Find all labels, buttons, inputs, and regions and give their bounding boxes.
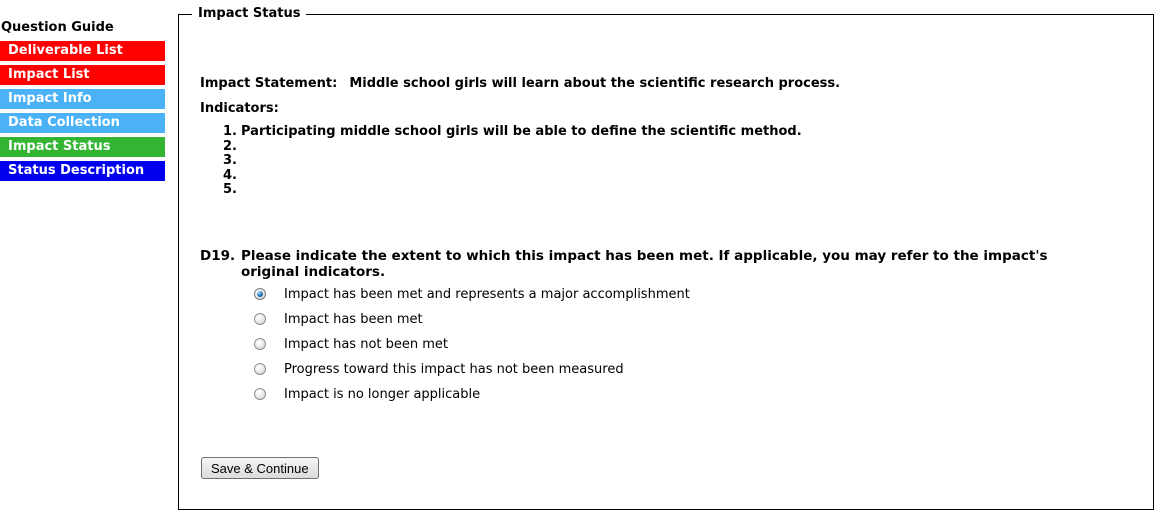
indicator-list: [223, 125, 802, 198]
indicator-number: 5.: [223, 182, 237, 198]
indicator-item: [223, 125, 802, 140]
option-label: Progress toward this impact has not been measured: [284, 362, 624, 377]
indicator-item: [223, 154, 802, 169]
impact-status-panel: [178, 6, 1154, 510]
indicator-item: [223, 183, 802, 198]
impact-statement-row: [200, 76, 840, 91]
sidebar-title: Question Guide: [1, 20, 114, 35]
option-row: [254, 338, 690, 363]
radio-button-not-measured[interactable]: [254, 363, 266, 375]
indicator-item: [223, 169, 802, 184]
sidebar-item-data-collection[interactable]: Data Collection: [0, 113, 165, 133]
sidebar-item-status-description[interactable]: Status Description: [0, 161, 165, 181]
option-label: Impact is no longer applicable: [284, 387, 481, 402]
option-row: [254, 363, 690, 388]
impact-status-options: [254, 288, 690, 413]
option-label: Impact has not been met: [284, 337, 449, 352]
question-guide-sidebar: [0, 20, 165, 185]
option-row: [254, 288, 690, 313]
panel-legend: Impact Status: [192, 6, 306, 21]
indicator-number: 4.: [223, 167, 237, 183]
impact-statement-label: Impact Statement:: [200, 76, 338, 91]
radio-button-no-longer-applicable[interactable]: [254, 388, 266, 400]
radio-button-met[interactable]: [254, 313, 266, 325]
sidebar-item-impact-list[interactable]: Impact List: [0, 65, 165, 85]
save-and-continue-button[interactable]: Save & Continue: [201, 457, 319, 479]
radio-button-major-accomplishment[interactable]: [254, 288, 266, 300]
sidebar-item-deliverable-list[interactable]: Deliverable List: [0, 41, 165, 61]
indicator-text: Participating middle school girls will be able to define the scientific method.: [241, 124, 802, 139]
question-text: Please indicate the extent to which this impact has been met. If applicable, you may refer to the impact's original indicators.: [241, 248, 1048, 280]
option-row: [254, 313, 690, 338]
indicator-number: 3.: [223, 153, 237, 169]
radio-button-not-met[interactable]: [254, 338, 266, 350]
option-label: Impact has been met: [284, 312, 423, 327]
question-number: D19.: [200, 248, 236, 264]
option-label: Impact has been met and represents a major accomplishment: [284, 287, 690, 302]
impact-statement-text: Middle school girls will learn about the scientific research process.: [349, 76, 841, 91]
question-d19: [200, 248, 1075, 280]
indicator-item: [223, 140, 802, 155]
indicators-label: Indicators:: [200, 101, 279, 116]
option-row: [254, 388, 690, 413]
indicator-number: 1.: [223, 124, 237, 139]
indicator-number: 2.: [223, 138, 237, 154]
sidebar-item-impact-info[interactable]: Impact Info: [0, 89, 165, 109]
sidebar-item-impact-status[interactable]: Impact Status: [0, 137, 165, 157]
